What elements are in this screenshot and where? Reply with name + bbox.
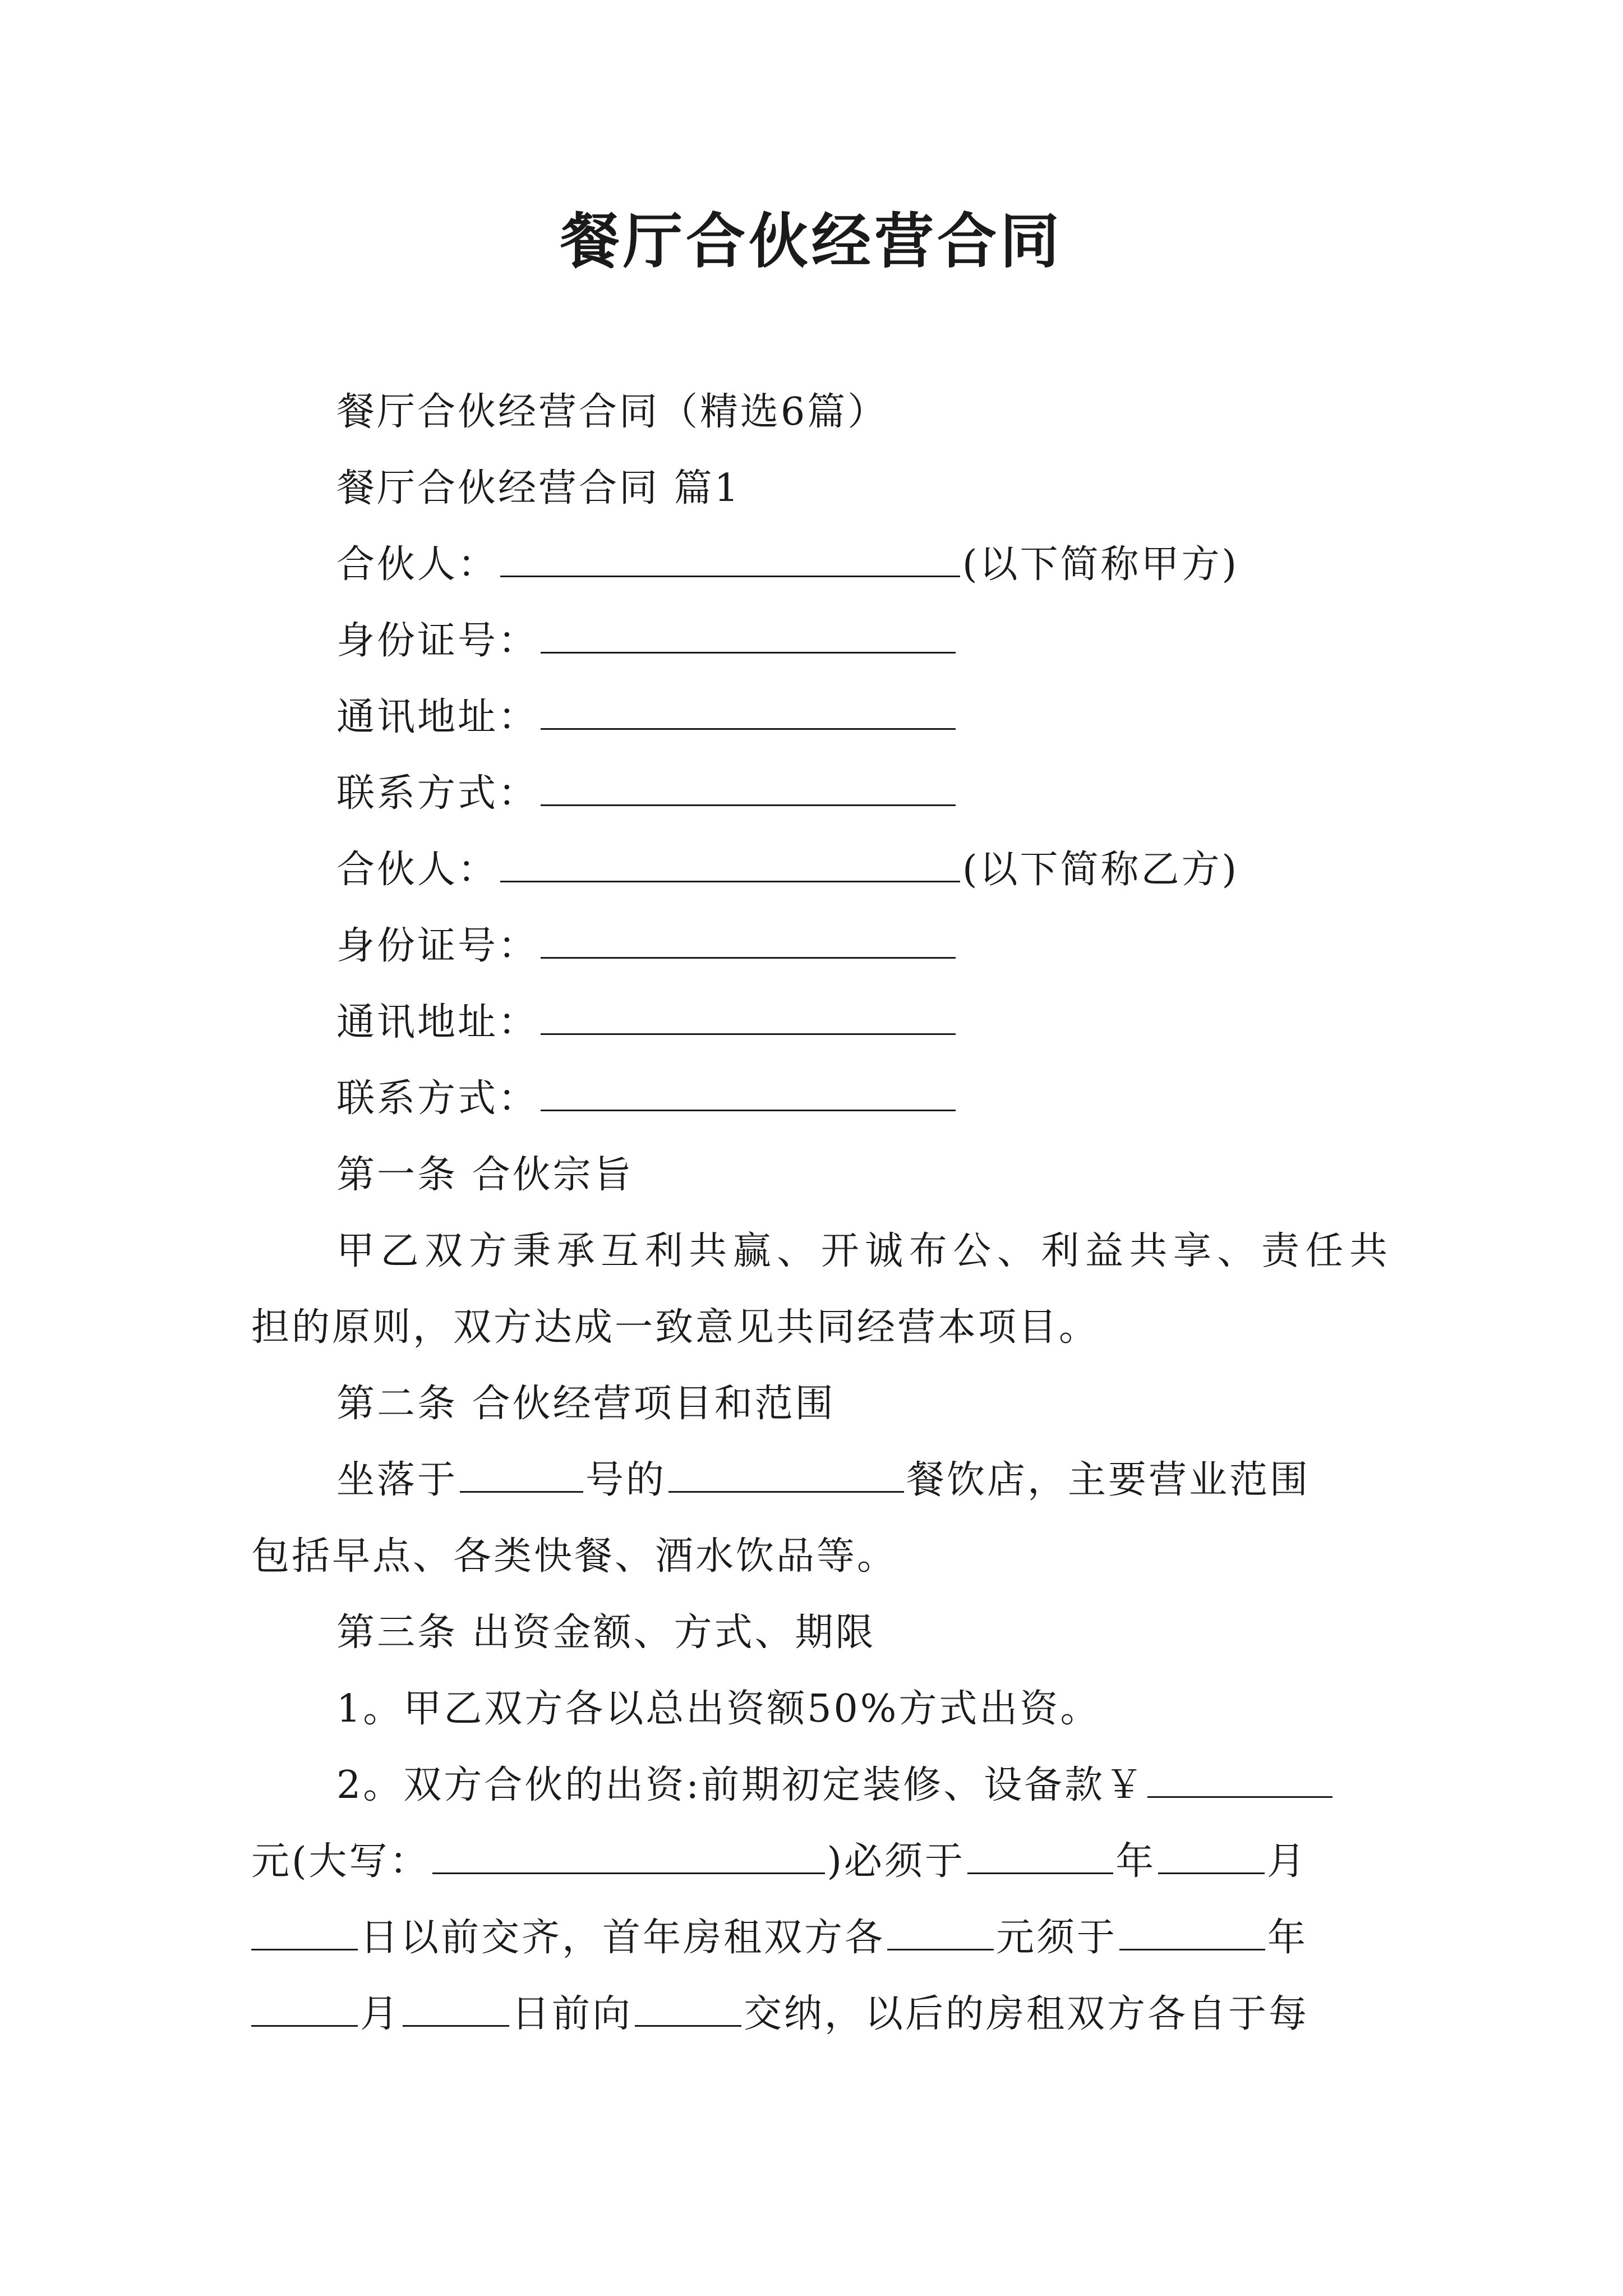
rent-payee-field[interactable]	[635, 1994, 741, 2027]
article3-item2-line4	[251, 1989, 1390, 2040]
rent-amount-field[interactable]	[887, 1917, 994, 1950]
party-b-suffix: (以下简称乙方)	[962, 848, 1239, 892]
party-a-id-field[interactable]	[541, 620, 956, 654]
party-b-id-row	[251, 921, 1390, 972]
article3-item2-line3	[251, 1913, 1390, 1963]
article1-line1-text: 甲乙双方秉承互利共赢、开诚布公、利益共享、责任共	[336, 1229, 1390, 1273]
article3-item1	[251, 1684, 1390, 1734]
party-a-name-field[interactable]	[500, 544, 960, 577]
article2-heading-text: 第二条 合伙经营项目和范围	[336, 1382, 836, 1426]
party-b-contact-row	[251, 1074, 1390, 1124]
party-b-address-field[interactable]	[541, 1002, 956, 1035]
article2-restaurant-name-field[interactable]	[668, 1460, 904, 1493]
article1-line2-text: 担的原则，双方达成一致意见共同经营本项目。	[251, 1305, 1100, 1350]
party-a-contact-field[interactable]	[541, 773, 956, 806]
article2-line2-text: 包括早点、各类快餐、酒水饮品等。	[251, 1534, 898, 1579]
party-b-address-row	[251, 997, 1390, 1048]
party-b-row	[251, 845, 1390, 895]
article2-line1	[251, 1455, 1390, 1506]
document-subtitle	[251, 387, 1390, 438]
article3-item2-text-e: 元须于	[996, 1916, 1118, 1960]
article3-item2-text-c: )必须于	[827, 1839, 966, 1884]
subtitle-text: 餐厅合伙经营合同（精选6篇）	[336, 390, 888, 434]
page-title: 餐厅合伙经营合同	[560, 206, 1063, 276]
article3-item2-text-b: 元(大写：	[251, 1839, 430, 1884]
article3-heading-text: 第三条 出资金额、方式、期限	[336, 1611, 876, 1655]
rent-month-field[interactable]	[251, 1994, 358, 2027]
article2-text-b: 号的	[585, 1458, 667, 1502]
section-heading-text: 餐厅合伙经营合同 篇1	[336, 466, 741, 510]
year-text-1: 年	[1115, 1839, 1156, 1884]
party-a-contact-label: 联系方式：	[336, 771, 539, 816]
party-a-id-label: 身份证号：	[336, 619, 539, 663]
article1-line1	[251, 1226, 1390, 1277]
party-a-address-label: 通讯地址：	[336, 695, 539, 739]
article2-heading	[251, 1379, 1390, 1429]
party-a-contact-row	[251, 769, 1390, 819]
article1-heading-text: 第一条 合伙宗旨	[336, 1153, 634, 1197]
month-text-2: 月	[360, 1992, 401, 2036]
party-a-address-field[interactable]	[541, 697, 956, 730]
party-a-suffix: (以下简称甲方)	[962, 542, 1239, 587]
article2-line2	[251, 1531, 1390, 1582]
article1-heading	[251, 1150, 1390, 1200]
article2-address-number-field[interactable]	[460, 1460, 583, 1493]
rent-year-field[interactable]	[1119, 1917, 1265, 1950]
article2-text-a: 坐落于	[336, 1458, 458, 1502]
article3-item2-line2	[251, 1837, 1390, 1887]
article3-item2-text-d: 日以前交齐，首年房租双方各	[360, 1916, 886, 1960]
deadline-month-field[interactable]	[1158, 1841, 1265, 1874]
party-a-address-row	[251, 692, 1390, 743]
party-b-label: 合伙人：	[336, 848, 499, 892]
article2-text-c: 餐饮店，主要营业范围	[906, 1458, 1311, 1502]
article3-heading	[251, 1608, 1390, 1658]
party-b-name-field[interactable]	[500, 849, 960, 882]
article3-item2-text-g: 交纳，以后的房租双方各自于每	[744, 1992, 1310, 2036]
party-b-address-label: 通讯地址：	[336, 1000, 539, 1045]
party-b-id-label: 身份证号：	[336, 924, 539, 968]
party-a-row	[251, 540, 1390, 590]
rent-day-field[interactable]	[403, 1994, 509, 2027]
party-a-id-row	[251, 616, 1390, 666]
deadline-year-field[interactable]	[967, 1841, 1113, 1874]
article3-item2-line1	[251, 1760, 1390, 1811]
section-heading	[251, 463, 1390, 514]
year-text-2: 年	[1267, 1916, 1308, 1960]
article3-item2-text-a: 2。双方合伙的出资:前期初定装修、设备款￥	[336, 1763, 1146, 1807]
article3-item2-text-f: 日前向	[511, 1992, 633, 2036]
party-b-id-field[interactable]	[541, 926, 956, 959]
article3-item1-text: 1。甲乙双方各以总出资额50%方式出资。	[336, 1687, 1101, 1731]
decoration-amount-field[interactable]	[1147, 1765, 1332, 1798]
party-b-contact-field[interactable]	[541, 1078, 956, 1111]
party-b-contact-label: 联系方式：	[336, 1076, 539, 1121]
month-text-1: 月	[1267, 1839, 1308, 1884]
amount-in-words-field[interactable]	[432, 1841, 825, 1874]
party-a-label: 合伙人：	[336, 542, 499, 587]
article1-line2	[251, 1303, 1390, 1353]
deadline-day-field[interactable]	[251, 1917, 358, 1950]
